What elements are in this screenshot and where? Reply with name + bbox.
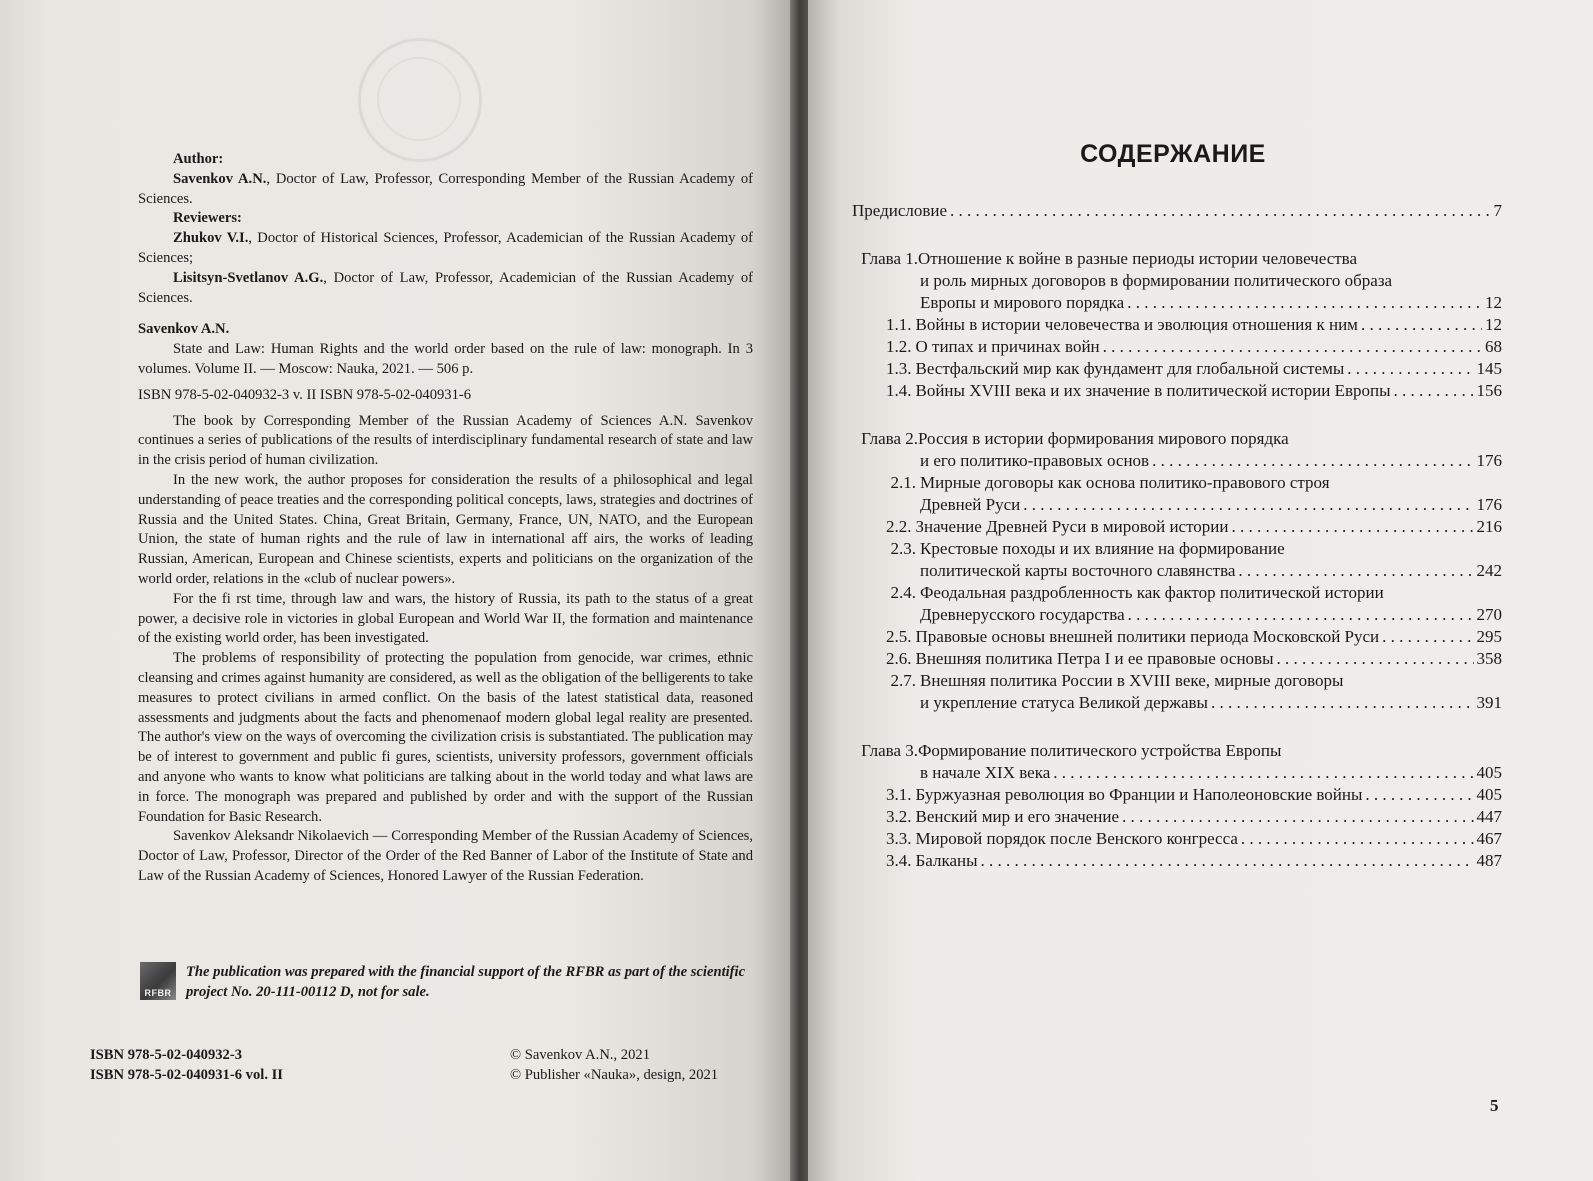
annotation-paragraph: For the fi rst time, through law and wars, the history of Russia, its path to the status of a great power, a decisive role in victories in global European and World War II, the formation and maintenance of the existing world order, has been investigated.: [138, 590, 753, 647]
toc-section-number: 1.2.: [886, 337, 912, 356]
copyright-list: [510, 1045, 770, 1085]
toc-entry-preface: Предисловие . . . 7: [852, 200, 1502, 222]
toc-section-entry: 2.5. Правовые основы внешней политики периода Московской Руси . . . 295: [852, 626, 1502, 648]
toc-section-entry: 3.1. Буржуазная революция во Франции и Наполеоновские войны . . . 405: [852, 784, 1502, 806]
author-bio: Savenkov Aleksandr Nikolaevich — Corresponding Member of the Russian Academy of Sciences, Doctor of Law, Professor, Director of the Order of the Red Banner of Labor of the Institute of State and Law of the Russian Academy of Sciences, Honored Lawyer of the Russian Federation.: [138, 828, 753, 884]
toc-section-entry: 2.6. Внешняя политика Петра I и ее правовые основы . . . 358: [852, 648, 1502, 670]
toc-chapter-entry: в начале XIX века . . . 405: [852, 762, 1502, 784]
toc-section-number: 1.3.: [886, 359, 912, 378]
author-heading: Author:: [173, 151, 224, 167]
page-number: 5: [1490, 1096, 1499, 1115]
toc-section-line: 2.4. Феодальная раздробленность как фактор политической истории: [852, 582, 1502, 604]
reviewer-line: Zhukov V.I., Doctor of Historical Sciences, Professor, Academician of the Russian Academy of Sciences;: [138, 230, 753, 266]
isbn-line: ISBN 978-5-02-040932-3: [90, 1047, 243, 1063]
annotation-paragraph: The book by Corresponding Member of the Russian Academy of Sciences A.N. Savenkov continues a series of publications of the results of interdisciplinary fundamental research of state and law in the crisis period of human civilization.: [138, 412, 753, 469]
annotation-paragraph: The problems of responsibility of protecting the population from genocide, war crimes, ethnic cleansing and crimes against humanity are considered, as well as the obligation of the belligerents to take measures to protect civilians in armed conflict. On the basis of the latest statistical data, reasoned assessments and judgments about the facts and phenomenaof modern global legal reality are presented. The author's view on the ways of overcoming the civilization crisis is substantiated. The publication may be of interest to government and public fi gures, scientists, university professors, government officials and anyone who wants to know what politicians are talking about in the world today and what laws are in force. The monograph was prepared and published by order and with the support of the Russian Foundation for Basic Research.: [138, 650, 753, 825]
toc-section-entry: 3.4. Балканы . . . 487: [852, 850, 1502, 872]
table-of-contents: [852, 200, 1502, 872]
author-line: Savenkov A.N., Doctor of Law, Professor, Corresponding Member of the Russian Academy of Sciences.: [138, 170, 754, 207]
toc-section-entry: политической карты восточного славянства . . . 242: [852, 560, 1502, 582]
toc-section-number: 1.4.: [886, 381, 912, 400]
toc-section-entry: 3.2. Венский мир и его значение . . . 447: [852, 806, 1502, 828]
toc-section-number: 3.2.: [886, 807, 912, 826]
toc-chapter-number: Глава 3.: [861, 741, 918, 760]
toc-section-number: 2.6.: [886, 649, 912, 668]
toc-chapter-number: Глава 1.: [861, 249, 918, 268]
reviewer-line: Lisitsyn-Svetlanov A.G., Doctor of Law, Professor, Academician of the Russian Academy of Sciences.: [138, 269, 753, 306]
toc-section-entry: 1.3. Вестфальский мир как фундамент для глобальной системы . . . 145: [852, 358, 1502, 380]
catalog-title: State and Law: Human Rights and the world order based on the rule of law: monograph. In 3 volumes. Volume II. — Moscow: Nauka, 2021. — 506 p.: [138, 341, 753, 377]
toc-section-number: 2.4.: [890, 583, 916, 602]
rfbr-logo-icon: RFBR: [140, 962, 176, 1000]
imprint-text: [138, 150, 753, 887]
annotation-paragraph: In the new work, the author proposes for consideration the results of a philosophical and legal understanding of peace treaties and the corresponding political concepts, laws, strategies and doctrines of Russia and the United States. China, Great Britain, Germany, France, UN, NATO, and the European Union, the state of human rights and the rule of law in international aff airs, the works of leading Russian, American, European and Chinese scientists, experts and politicians on the organization of the world order, relations in the «club of nuclear powers».: [138, 471, 753, 587]
toc-chapter-line: и роль мирных договоров в формировании политического образа: [920, 271, 1393, 290]
catalog-author: Savenkov A.N.: [138, 321, 230, 338]
toc-section-number: 2.1.: [890, 473, 916, 492]
isbn-line: ISBN 978-5-02-040931-6 vol. II: [90, 1067, 283, 1083]
toc-chapter-line: Глава 3. Формирование политического устройства Европы: [852, 740, 1502, 762]
rfbr-note-text: The publication was prepared with the financial support of the RFBR as part of the scientific project No. 20-111-00112 D, not for sale.: [186, 964, 746, 1000]
toc-chapter-entry: Европы и мирового порядка . . . 12: [852, 292, 1502, 314]
copyright-line: © Savenkov A.N., 2021: [510, 1047, 650, 1063]
toc-section-line: 2.3. Крестовые походы и их влияние на формирование: [852, 538, 1502, 560]
toc-section-number: 2.7.: [890, 671, 916, 690]
toc-chapter-number: Глава 2.: [861, 429, 918, 448]
toc-section-number: 1.1.: [886, 315, 912, 334]
reviewers-heading: Reviewers:: [173, 210, 242, 227]
toc-section-line: 2.7. Внешняя политика России в XVIII веке, мирные договоры: [852, 670, 1502, 692]
toc-section-number: 3.3.: [886, 829, 912, 848]
toc-section-number: 2.3.: [890, 539, 916, 558]
toc-section-entry: 1.2. О типах и причинах войн . . . 68: [852, 336, 1502, 358]
copyright-line: © Publisher «Nauka», design, 2021: [510, 1067, 719, 1083]
rfbr-funding-note: [140, 962, 755, 1002]
toc-chapter-entry: и его политико-правовых основ . . . 176: [852, 450, 1502, 472]
toc-title: СОДЕРЖАНИЕ: [1080, 140, 1266, 168]
toc-section-entry: 1.1. Войны в истории человечества и эволюция отношения к ним . . . 12: [852, 314, 1502, 336]
faded-seal-watermark: [358, 38, 482, 162]
toc-section-entry: 1.4. Войны XVIII века и их значение в политической истории Европы . . . 156: [852, 380, 1502, 402]
toc-chapter-line: Глава 2. Россия в истории формирования мирового порядка: [852, 428, 1502, 450]
toc-chapter-line: Глава 1. Отношение к войне в разные периоды истории человечества: [852, 248, 1502, 270]
toc-section-number: 3.1.: [886, 785, 912, 804]
catalog-isbn: ISBN 978-5-02-040932-3 v. II ISBN 978-5-02-040931-6: [138, 386, 472, 403]
toc-section-number: 2.5.: [886, 627, 912, 646]
toc-section-entry: 3.3. Мировой порядок после Венского конгресса . . . 467: [852, 828, 1502, 850]
toc-section-entry: Древней Руси . . . 176: [852, 494, 1502, 516]
toc-section-number: 3.4.: [886, 851, 912, 870]
isbn-copyright-block: [90, 1045, 770, 1085]
toc-section-entry: 2.2. Значение Древней Руси в мировой истории . . . 216: [852, 516, 1502, 538]
toc-section-number: 2.2.: [886, 517, 912, 536]
toc-section-entry: Древнерусского государства . . . 270: [852, 604, 1502, 626]
toc-section-entry: и укрепление статуса Великой державы . . . 391: [852, 692, 1502, 714]
toc-section-line: 2.1. Мирные договоры как основа политико-правового строя: [852, 472, 1502, 494]
isbn-list: [90, 1045, 283, 1085]
